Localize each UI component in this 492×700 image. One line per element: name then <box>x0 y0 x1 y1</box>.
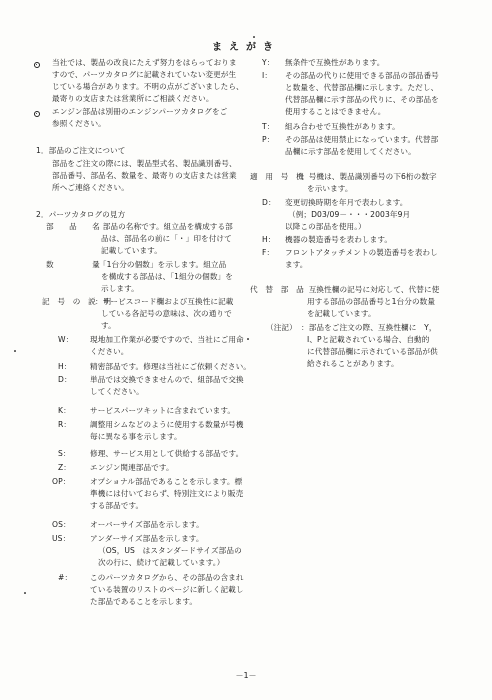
code-us-text: アンダーサイズ部品を示します。 <box>90 534 204 543</box>
suryo-text: を構成する部品は、「1組分の個数」を <box>101 272 233 281</box>
scan-speck <box>253 36 255 38</box>
daitai-text: を記載しています。 <box>307 309 376 318</box>
compat-i-text: と数量を、代替部品欄に示します。ただし、 <box>285 83 439 92</box>
compat-t-label: T： <box>262 122 275 131</box>
code-d-label: D： <box>58 375 72 384</box>
code-os-label: OS： <box>52 520 71 529</box>
code-s-text: 修理、サービス用として供給する部品です。 <box>90 449 244 458</box>
intro-line: 参照ください。 <box>52 119 106 128</box>
section2-heading: 2．パーツカタログの見方 <box>36 210 126 219</box>
code-w-text: ください。 <box>90 347 129 356</box>
daitai-text: 用する部品の部品番号と1台分の数量 <box>307 297 436 306</box>
compat-y-label: Y： <box>262 58 275 67</box>
bullet-icon <box>34 111 40 117</box>
compat-i-text: その部品の代りに使用できる部品の部品番号 <box>285 71 439 80</box>
compat-i-text: 使用することはできません。 <box>285 107 386 116</box>
scan-speck <box>24 592 26 594</box>
suryo-label: 数 量 <box>46 260 100 269</box>
code-op-text: オプショナル部品であることを示します。標 <box>90 477 243 486</box>
compat-i-label: I： <box>262 71 273 80</box>
code-sharp-text: た部品であることを示します。 <box>90 597 198 606</box>
date-f-text: フロントアタッチメントの製造番号を表わし <box>285 248 438 257</box>
note-label: （注記） <box>266 323 297 332</box>
code-z-label: Z： <box>58 463 71 472</box>
page-title: まえがき <box>212 42 280 53</box>
code-sharp-label: #： <box>58 573 73 582</box>
page-number: －1－ <box>235 671 257 680</box>
code-r-text: 毎に異なる事を示します。 <box>90 432 182 441</box>
code-s-label: S： <box>58 449 71 458</box>
kigo-text: す。 <box>101 321 116 330</box>
section1-line: 部品をご注文の際には、製品型式名、製品識別番号、 <box>52 159 237 168</box>
date-d-text: （例；D03/09－・・・2003年9月 <box>288 210 411 219</box>
note-text: ：部品をご注文の際、互換性欄に Y， <box>301 323 437 332</box>
intro-line: 当社では、製品の改良にたえず努力をはらっておりま <box>52 58 237 67</box>
date-h-text: 機器の製造番号を表わします。 <box>285 235 393 244</box>
code-os-text: オーバーサイズ部品を示します。 <box>90 520 204 529</box>
daitai-text: ：互換性欄の記号に対応して、代替に使 <box>301 285 440 294</box>
section1-line: 部品番号、部品名、数量を、最寄りの支店または営業 <box>52 171 237 180</box>
kigo-text: している各記号の意味は、次の通りで <box>101 309 232 318</box>
note-text: 給されることがあります。 <box>307 359 399 368</box>
note-text: I、Pと記載されている場合、自動的 <box>307 335 430 344</box>
tekiyo-text: を示います。 <box>307 184 353 193</box>
code-us-text: （OS，US はスタンダードサイズ部品の <box>98 546 242 555</box>
code-h-text: 精密部品です。修理は当社にご依頼ください。 <box>90 362 251 371</box>
code-us-label: US： <box>52 534 71 543</box>
code-us-text: 次の行に、続けて記載しています。） <box>98 558 225 567</box>
compat-i-text: 代替部品欄に示す部品の代りに、その部品を <box>285 95 439 104</box>
code-sharp-text: ている装置のリストのページに新しく記載し <box>90 585 244 594</box>
code-op-text: する部品です。 <box>90 501 144 510</box>
code-sharp-text: このパーツカタログから、その部品の含まれ <box>90 573 244 582</box>
scan-speck <box>14 350 16 352</box>
tekiyo-label: 適 用 号 機 <box>250 172 304 181</box>
date-d-text: 以降この部品を使用。） <box>285 222 366 231</box>
buhin-text: 記載しています。 <box>101 246 162 255</box>
suryo-text: ：「1台分の個数」を示します。組立品 <box>95 260 227 269</box>
kigo-text: ：サービスコード欄および互換性に記載 <box>95 297 234 306</box>
intro-line: じている場合があります。不明の点がございましたら、 <box>52 82 244 91</box>
date-d-text: 変更切換時期を年月で表わします。 <box>285 198 408 207</box>
buhin-label: 部 品 名 <box>46 222 100 231</box>
date-f-label: F： <box>262 248 275 257</box>
kigo-label: 記 号 の 説 明 <box>42 297 112 306</box>
buhin-text: ：部品の名称です。組立品を構成する部 <box>95 222 233 231</box>
code-w-label: W： <box>58 335 74 344</box>
daitai-label: 代 替 部 品 <box>250 285 304 294</box>
tekiyo-text: ：号機は、製品識別番号の下6桁の数字 <box>301 172 437 181</box>
code-op-label: OP： <box>52 477 71 486</box>
code-h-label: H： <box>58 362 72 371</box>
buhin-text: 品は、部品名の前に「・」印を付けて <box>101 234 232 243</box>
compat-y-text: 無条件で互換性があります。 <box>285 58 385 67</box>
section1-heading: 1．部品のご注文について <box>36 146 126 155</box>
compat-p-text: その部品は使用禁止になっています。代替部 <box>285 135 439 144</box>
code-k-text: サービスパーツキットに含まれています。 <box>90 406 236 415</box>
date-h-label: H： <box>262 235 276 244</box>
compat-p-label: P： <box>262 135 275 144</box>
note-text: に代替部品欄に示されている部品が供 <box>307 347 438 356</box>
date-f-text: ます。 <box>285 260 308 269</box>
section1-line: 所へご連絡ください。 <box>52 183 129 192</box>
code-d-text: してください。 <box>90 387 144 396</box>
code-z-text: エンジン関連部品です。 <box>90 463 174 472</box>
intro-line: 最寄りの支店または営業所にご相談ください。 <box>52 94 214 103</box>
code-k-label: K： <box>58 406 71 415</box>
code-d-text: 単品では交換できませんので、組部品で交換 <box>90 375 244 384</box>
bullet-icon <box>34 62 40 68</box>
code-op-text: 準機には付いておらず、特別注文により販売 <box>90 489 244 498</box>
intro-line: エンジン部品は別冊のエンジンパーツカタログをご <box>52 107 228 116</box>
date-d-label: D： <box>262 198 276 207</box>
compat-p-text: 品欄に示す部品を使用してください。 <box>285 147 416 156</box>
compat-t-text: 組み合わせで互換性があります。 <box>285 122 400 131</box>
suryo-text: 示します。 <box>101 284 139 293</box>
code-r-label: R： <box>58 420 72 429</box>
intro-line: すので、パーツカタログに記載されていない変更が生 <box>52 70 237 79</box>
code-r-text: 調整用シムなどのように使用する数量が号機 <box>90 420 244 429</box>
code-w-text: 現地加工作業が必要ですので、当社にご用命 <box>90 335 244 344</box>
scan-speck <box>247 338 249 340</box>
